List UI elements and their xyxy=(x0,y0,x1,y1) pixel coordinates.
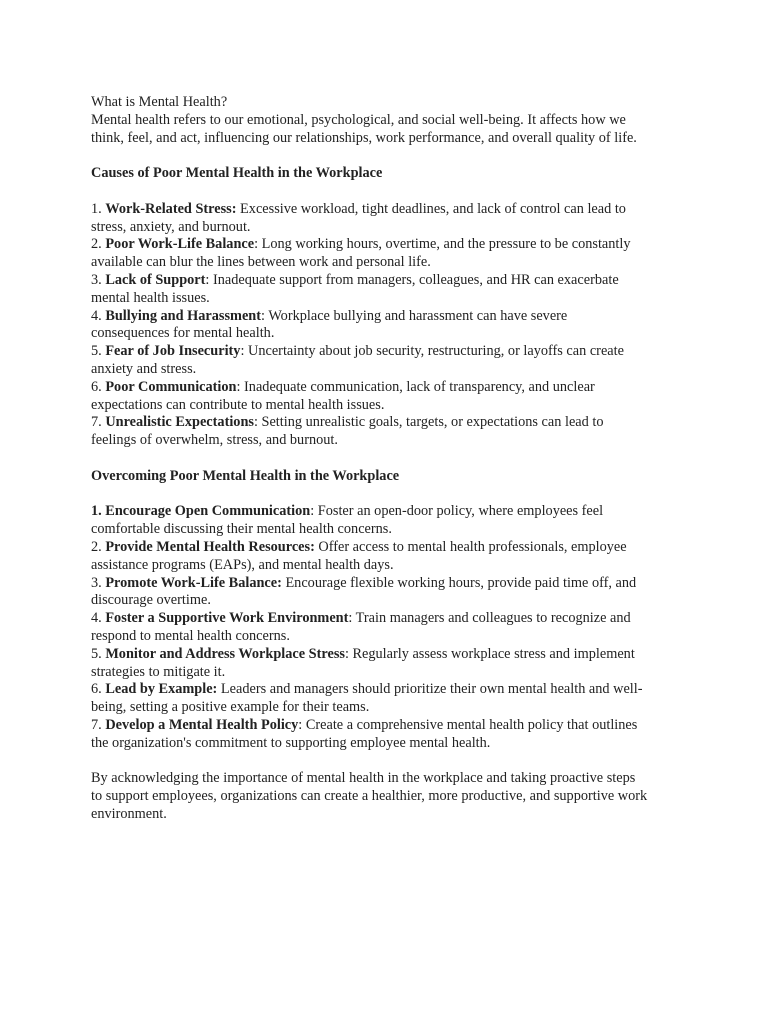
causes-item xyxy=(91,272,691,308)
intro-answer-line: Mental health refers to our emotional, psychological, and social well-being. It affects how we xyxy=(91,111,626,128)
item-text: : Train managers and colleagues to recognize and xyxy=(348,610,631,627)
spacer xyxy=(91,486,691,504)
causes-item xyxy=(91,236,691,272)
list-item-line xyxy=(91,503,691,521)
list-item-line xyxy=(91,681,691,699)
item-term: Work-Related Stress: xyxy=(105,200,237,217)
item-term: 1. Encourage Open Communication xyxy=(91,503,311,520)
item-term: Develop a Mental Health Policy xyxy=(105,716,299,733)
item-text: Offer access to mental health professionals, employee xyxy=(314,538,627,555)
item-number: 4. xyxy=(91,610,102,627)
list-item-line xyxy=(91,272,691,290)
overcoming-item xyxy=(91,717,691,753)
conclusion-paragraph xyxy=(91,770,691,823)
overcoming-item xyxy=(91,503,691,539)
item-number: 2. xyxy=(91,236,102,253)
item-number: 6. xyxy=(91,378,102,395)
conclusion-line: By acknowledging the importance of mental health in the workplace and taking proactive steps xyxy=(91,770,636,787)
list-item-line: strategies to mitigate it. xyxy=(91,663,226,680)
item-term: Lack of Support xyxy=(105,271,206,288)
item-text: : Uncertainty about job security, restructuring, or layoffs can create xyxy=(240,343,624,360)
overcoming-item xyxy=(91,539,691,575)
item-term: Promote Work-Life Balance: xyxy=(105,574,282,591)
item-text: : Inadequate support from managers, colleagues, and HR can exacerbate xyxy=(205,271,619,288)
item-text: : Long working hours, overtime, and the pressure to be constantly xyxy=(254,236,631,253)
item-text: : Inadequate communication, lack of transparency, and unclear xyxy=(236,378,595,395)
item-term: Unrealistic Expectations xyxy=(105,414,254,431)
causes-item xyxy=(91,343,691,379)
item-term: Monitor and Address Workplace Stress xyxy=(105,645,345,662)
item-term: Provide Mental Health Resources: xyxy=(105,538,315,555)
list-item-line: feelings of overwhelm, stress, and burnout. xyxy=(91,432,338,449)
spacer xyxy=(91,183,691,201)
conclusion-line: to support employees, organizations can create a healthier, more productive, and supportive work xyxy=(91,788,648,805)
item-text: : Setting unrealistic goals, targets, or expectations can lead to xyxy=(253,414,604,431)
document-page xyxy=(91,94,691,824)
item-term: Poor Work-Life Balance xyxy=(105,236,255,253)
overcoming-heading: Overcoming Poor Mental Health in the Workplace xyxy=(91,467,400,484)
spacer xyxy=(91,147,691,165)
causes-item xyxy=(91,414,691,450)
item-term: Lead by Example: xyxy=(105,681,218,698)
list-item-line xyxy=(91,575,691,593)
overcoming-item xyxy=(91,610,691,646)
item-term: Poor Communication xyxy=(105,378,237,395)
intro-question: What is Mental Health? xyxy=(91,94,228,110)
item-number: 5. xyxy=(91,343,102,360)
conclusion-line: environment. xyxy=(91,805,167,822)
list-item-line xyxy=(91,610,691,628)
list-item-line xyxy=(91,308,691,326)
item-number: 4. xyxy=(91,307,102,324)
list-item-line xyxy=(91,236,691,254)
list-item-line: available can blur the lines between work and personal life. xyxy=(91,254,431,271)
list-item-line xyxy=(91,379,691,397)
list-item-line: being, setting a positive example for their teams. xyxy=(91,699,370,716)
list-item-line: anxiety and stress. xyxy=(91,360,197,377)
item-number: 7. xyxy=(91,414,102,431)
item-text: : Regularly assess workplace stress and implement xyxy=(344,645,635,662)
causes-item xyxy=(91,308,691,344)
item-text: Encourage flexible working hours, provide paid time off, and xyxy=(281,574,637,591)
list-item-line: stress, anxiety, and burnout. xyxy=(91,218,251,235)
item-text: : Workplace bullying and harassment can have severe xyxy=(261,307,568,324)
item-term: Fear of Job Insecurity xyxy=(105,343,241,360)
list-item-line: consequences for mental health. xyxy=(91,325,275,342)
item-number: 1. xyxy=(91,200,102,217)
list-item-line: respond to mental health concerns. xyxy=(91,627,290,644)
item-text: : Create a comprehensive mental health policy that outlines xyxy=(298,716,638,733)
list-item-line: assistance programs (EAPs), and mental health days. xyxy=(91,556,394,573)
list-item-line xyxy=(91,414,691,432)
causes-list xyxy=(91,201,691,450)
item-number: 3. xyxy=(91,271,102,288)
item-number: 5. xyxy=(91,645,102,662)
list-item-line xyxy=(91,539,691,557)
item-text: Leaders and managers should prioritize their own mental health and well- xyxy=(217,681,643,698)
list-item-line: mental health issues. xyxy=(91,289,210,306)
list-item-line: discourage overtime. xyxy=(91,592,211,609)
causes-heading: Causes of Poor Mental Health in the Workplace xyxy=(91,165,383,182)
spacer xyxy=(91,450,691,468)
item-term: Foster a Supportive Work Environment xyxy=(105,610,349,627)
list-item-line: comfortable discussing their mental health concerns. xyxy=(91,521,392,538)
item-number: 6. xyxy=(91,681,102,698)
item-text: : Foster an open-door policy, where employees feel xyxy=(310,503,604,520)
item-number: 7. xyxy=(91,716,102,733)
item-term: Bullying and Harassment xyxy=(105,307,262,324)
overcoming-item xyxy=(91,575,691,611)
list-item-line xyxy=(91,646,691,664)
overcoming-item xyxy=(91,646,691,682)
spacer xyxy=(91,752,691,770)
causes-item xyxy=(91,379,691,415)
item-text: Excessive workload, tight deadlines, and lack of control can lead to xyxy=(236,200,626,217)
list-item-line: expectations can contribute to mental health issues. xyxy=(91,396,385,413)
intro-answer-line: think, feel, and act, influencing our relationships, work performance, and overall quality of life. xyxy=(91,129,637,146)
list-item-line xyxy=(91,717,691,735)
causes-item xyxy=(91,201,691,237)
list-item-line xyxy=(91,343,691,361)
overcoming-item xyxy=(91,681,691,717)
list-item-line: the organization's commitment to supporting employee mental health. xyxy=(91,734,491,751)
overcoming-list xyxy=(91,503,691,752)
item-number: 3. xyxy=(91,574,102,591)
item-number: 2. xyxy=(91,538,102,555)
list-item-line xyxy=(91,201,691,219)
